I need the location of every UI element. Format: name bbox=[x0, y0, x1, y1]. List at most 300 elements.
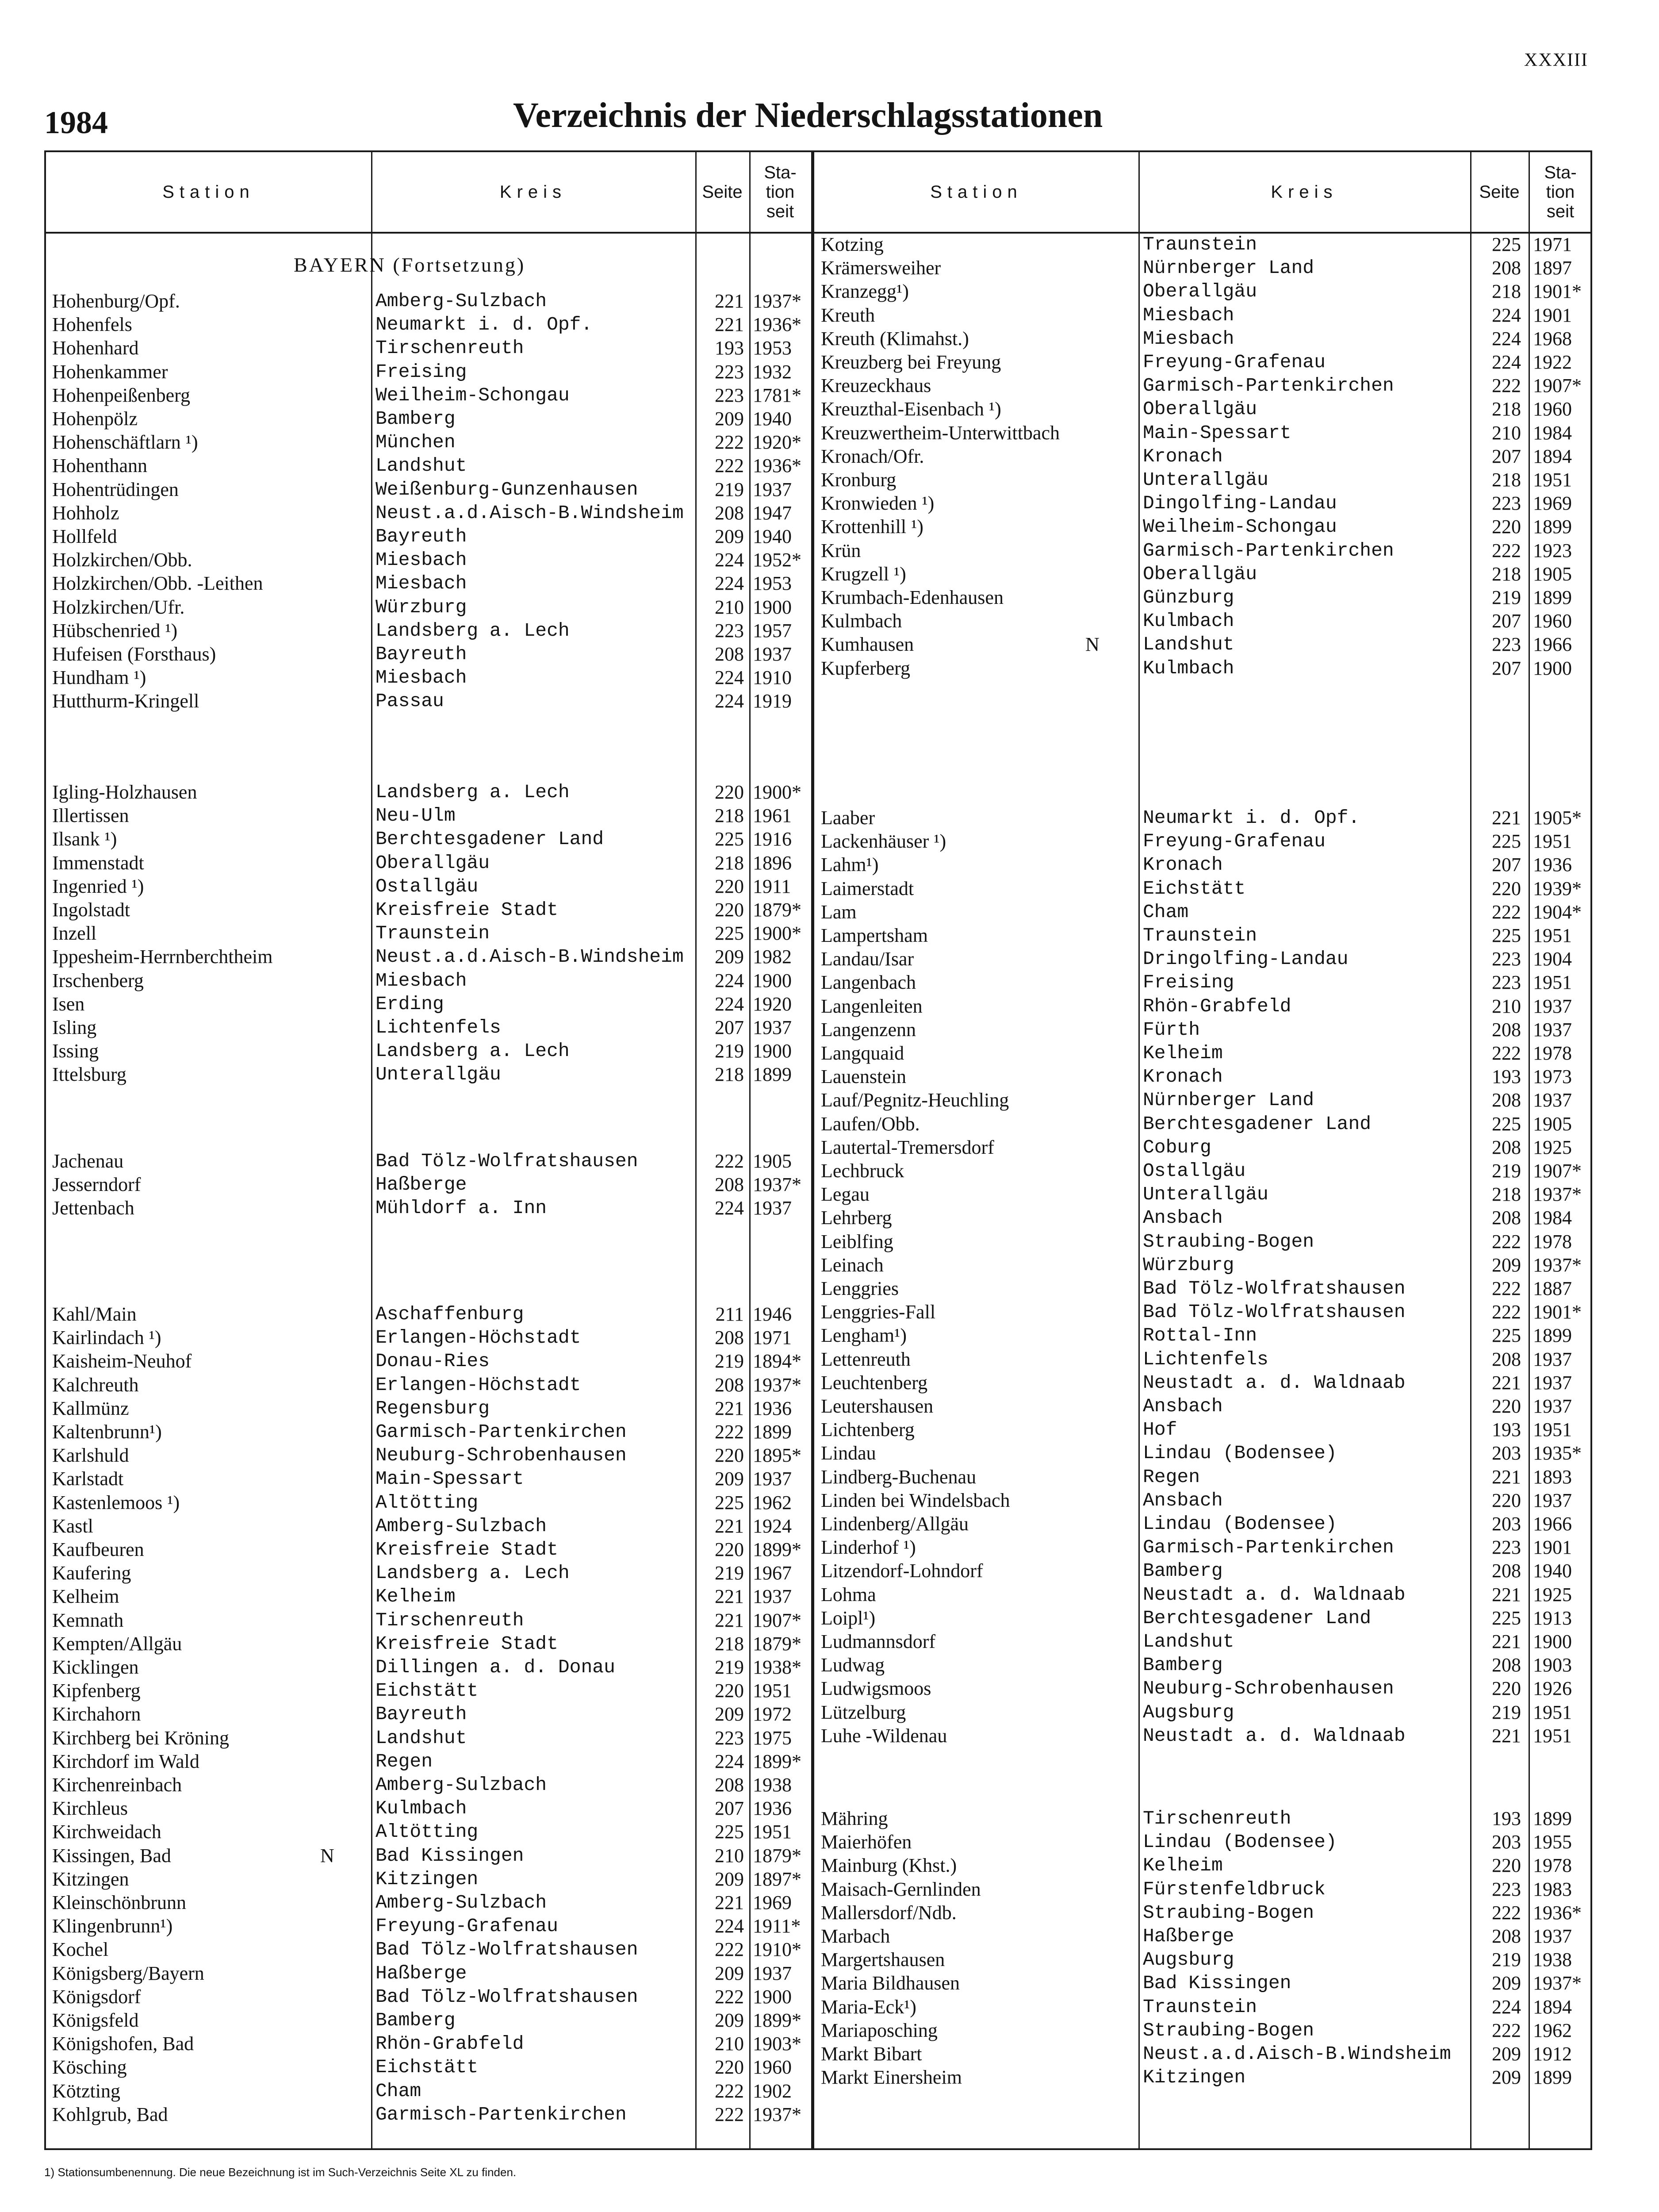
since-year: 1903 bbox=[1533, 1654, 1572, 1676]
seite-value: 219 bbox=[715, 1656, 744, 1678]
kreis-name: Fürth bbox=[1143, 1018, 1200, 1041]
kreis-name: Rhön-Grabfeld bbox=[1143, 995, 1291, 1017]
since-year: 1905 bbox=[1533, 563, 1572, 585]
seite-value: 219 bbox=[715, 1350, 744, 1372]
station-name: Kaufbeuren bbox=[52, 1539, 144, 1560]
table-row bbox=[46, 1441, 1590, 1465]
kreis-name: Unterallgäu bbox=[375, 1064, 501, 1086]
kreis-name: Landsberg a. Lech bbox=[375, 1040, 570, 1062]
station-name: Kochel bbox=[52, 1939, 109, 1961]
kreis-name: Miesbach bbox=[375, 572, 467, 595]
since-year: 1879* bbox=[753, 1632, 801, 1655]
since-year: 1982 bbox=[753, 946, 792, 968]
seite-value: 209 bbox=[715, 1868, 744, 1890]
seite-value: 219 bbox=[1492, 587, 1521, 608]
table-row bbox=[46, 853, 1590, 876]
station-name: Lützelburg bbox=[821, 1701, 906, 1723]
since-year: 1899 bbox=[753, 1421, 792, 1443]
seite-value: 221 bbox=[1492, 1371, 1521, 1394]
kreis-name: Würzburg bbox=[1143, 1254, 1234, 1276]
since-year: 1879* bbox=[753, 899, 801, 921]
since-year: 1937* bbox=[1533, 1254, 1582, 1276]
table-row bbox=[46, 1701, 1590, 1724]
station-name: Kronach/Ofr. bbox=[821, 445, 924, 467]
since-year: 1919 bbox=[753, 690, 792, 712]
seite-value: 222 bbox=[715, 1150, 744, 1172]
station-name: Kösching bbox=[52, 2056, 127, 2078]
kreis-name: Oberallgäu bbox=[1143, 280, 1257, 303]
station-name: Irschenberg bbox=[52, 969, 144, 991]
station-name: Kulmbach bbox=[821, 610, 902, 632]
table-row bbox=[46, 1418, 1590, 1441]
since-year: 1960 bbox=[1533, 610, 1572, 632]
station-name: Hohenpölz bbox=[52, 408, 138, 430]
kreis-name: Neumarkt i. d. Opf. bbox=[375, 314, 593, 336]
kreis-name: Traunstein bbox=[1143, 1996, 1257, 2018]
station-name: Lenggries bbox=[821, 1278, 899, 1299]
since-year: 1966 bbox=[1533, 634, 1572, 656]
since-year: 1899 bbox=[1533, 2066, 1572, 2089]
station-name: Holzkirchen/Obb. -Leithen bbox=[52, 572, 263, 595]
station-name: Hufeisen (Forsthaus) bbox=[52, 643, 216, 665]
kreis-name: Neustadt a. d. Waldnaab bbox=[1143, 1724, 1406, 1747]
table-row bbox=[46, 397, 1590, 421]
kreis-name: Straubing-Bogen bbox=[1143, 1901, 1314, 1924]
since-year: 1951 bbox=[753, 1821, 792, 1843]
kreis-name: Kronach bbox=[1143, 854, 1223, 876]
seite-value: 222 bbox=[715, 2080, 744, 2102]
kreis-name: Amberg-Sulzbach bbox=[375, 1774, 547, 1796]
station-name: Laufen/Obb. bbox=[821, 1113, 920, 1135]
since-year: 1960 bbox=[753, 2056, 792, 2078]
seite-value: 225 bbox=[1492, 1607, 1521, 1629]
seite-value: 210 bbox=[1492, 995, 1521, 1017]
table-row bbox=[46, 900, 1590, 924]
kreis-name: Amberg-Sulzbach bbox=[375, 1892, 547, 1913]
since-year: 1939* bbox=[1533, 877, 1582, 899]
seite-value: 220 bbox=[1492, 1855, 1521, 1877]
since-year: 1900 bbox=[753, 1040, 792, 1062]
table-row bbox=[46, 1924, 1590, 1948]
kreis-name: Nürnberger Land bbox=[1143, 1089, 1314, 1111]
seite-value: 208 bbox=[1492, 257, 1521, 279]
table-row bbox=[46, 633, 1590, 656]
since-year: 1901 bbox=[1533, 1536, 1572, 1559]
station-name: Kaisheim-Neuhof bbox=[52, 1350, 192, 1372]
seite-value: 225 bbox=[715, 1491, 744, 1513]
header-seit-right: Sta- tion seit bbox=[1544, 163, 1577, 221]
since-year: 1940 bbox=[1533, 1560, 1572, 1582]
kreis-name: Kitzingen bbox=[375, 1868, 479, 1890]
kreis-name: Coburg bbox=[1143, 1136, 1211, 1158]
kreis-name: Eichstätt bbox=[1143, 877, 1246, 899]
station-name: Kreuth bbox=[821, 304, 875, 326]
seite-value: 209 bbox=[715, 1468, 744, 1490]
since-year: 1937 bbox=[753, 1197, 792, 1219]
kreis-name: Bamberg bbox=[1143, 1560, 1223, 1582]
since-year: 1937 bbox=[1533, 995, 1572, 1017]
kreis-name: Miesbach bbox=[1143, 304, 1234, 326]
station-name: Langenbach bbox=[821, 972, 916, 994]
seite-value: 222 bbox=[1492, 1230, 1521, 1252]
station-name: Kirchahorn bbox=[52, 1703, 141, 1725]
since-year: 1911* bbox=[753, 1915, 801, 1937]
seite-value: 218 bbox=[1492, 563, 1521, 585]
kreis-name: Lindau (Bodensee) bbox=[1143, 1831, 1337, 1853]
station-name: Hundham ¹) bbox=[52, 667, 146, 689]
kreis-name: Lichtenfels bbox=[375, 1017, 501, 1038]
table-row bbox=[46, 1830, 1590, 1854]
station-name: Kastenlemoos ¹) bbox=[52, 1491, 180, 1513]
station-name: Klingenbrunn¹) bbox=[52, 1915, 173, 1937]
since-year: 1900 bbox=[753, 1985, 792, 2008]
header-seite-right: Seite bbox=[1479, 182, 1520, 202]
kreis-name: Haßberge bbox=[375, 1174, 467, 1196]
seite-value: 208 bbox=[1492, 1560, 1521, 1582]
seite-value: 223 bbox=[1492, 948, 1521, 970]
station-name: Ittelsburg bbox=[52, 1064, 126, 1086]
seite-value: 207 bbox=[1492, 657, 1521, 679]
table-row bbox=[46, 947, 1590, 971]
since-year: 1935* bbox=[1533, 1442, 1582, 1464]
seite-value: 207 bbox=[1492, 610, 1521, 632]
since-year: 1937 bbox=[753, 643, 792, 665]
table-row bbox=[46, 1854, 1590, 1877]
station-name: Kohlgrub, Bad bbox=[52, 2103, 168, 2125]
station-name: Leuchtenberg bbox=[821, 1371, 928, 1394]
kreis-name: Ostallgäu bbox=[1143, 1160, 1246, 1182]
seite-value: 225 bbox=[1492, 1325, 1521, 1347]
kreis-name: Cham bbox=[1143, 901, 1189, 923]
kreis-name: Augsburg bbox=[1143, 1701, 1234, 1723]
table-row bbox=[46, 1901, 1590, 1924]
station-name: Leutershausen bbox=[821, 1395, 934, 1417]
station-name: Kupferberg bbox=[821, 657, 910, 679]
since-year: 1940 bbox=[753, 408, 792, 430]
since-year: 1953 bbox=[753, 572, 792, 595]
seite-value: 220 bbox=[715, 2056, 744, 2078]
kreis-name: Miesbach bbox=[1143, 327, 1234, 349]
seite-value: 222 bbox=[1492, 901, 1521, 923]
kreis-name: Berchtesgadener Land bbox=[1143, 1607, 1372, 1629]
station-name: Maisach-Gernlinden bbox=[821, 1878, 981, 1900]
station-name: Luhe -Wildenau bbox=[821, 1724, 947, 1747]
kreis-name: Neuburg-Schrobenhausen bbox=[375, 1444, 627, 1467]
seite-value: 222 bbox=[1492, 2019, 1521, 2041]
since-year: 1984 bbox=[1533, 422, 1572, 444]
station-name: Lindau bbox=[821, 1442, 876, 1464]
kreis-name: Bayreuth bbox=[375, 1703, 467, 1725]
seite-value: 220 bbox=[1492, 516, 1521, 538]
station-name: Kronburg bbox=[821, 469, 897, 491]
since-year: 1905 bbox=[753, 1150, 792, 1172]
seite-value: 208 bbox=[1492, 1207, 1521, 1229]
station-name: Ippesheim-Herrnberchtheim bbox=[52, 946, 273, 968]
station-name: Kreuzberg bei Freyung bbox=[821, 351, 1001, 373]
station-name: Hohenburg/Opf. bbox=[52, 290, 180, 312]
since-year: 1937* bbox=[1533, 1183, 1582, 1206]
seite-value: 222 bbox=[715, 2103, 744, 2125]
seite-value: 222 bbox=[1492, 1901, 1521, 1924]
since-year: 1904 bbox=[1533, 948, 1572, 970]
since-year: 1947 bbox=[753, 502, 792, 524]
seite-value: 203 bbox=[1492, 1513, 1521, 1535]
kreis-name: Amberg-Sulzbach bbox=[375, 1515, 547, 1537]
station-name: Kumhausen bbox=[821, 634, 914, 656]
seite-value: 208 bbox=[715, 1374, 744, 1396]
seite-value: 223 bbox=[1492, 492, 1521, 515]
kreis-name: Weilheim-Schongau bbox=[1143, 516, 1337, 538]
seite-value: 225 bbox=[1492, 1113, 1521, 1135]
seite-value: 209 bbox=[715, 526, 744, 547]
kreis-name: Würzburg bbox=[375, 596, 467, 618]
station-name: Hohenkammer bbox=[52, 361, 168, 383]
kreis-name: Landshut bbox=[375, 455, 467, 477]
since-year: 1924 bbox=[753, 1515, 792, 1537]
seite-value: 193 bbox=[715, 337, 744, 359]
kreis-name: Augsburg bbox=[1143, 1949, 1234, 1971]
kreis-name: Straubing-Bogen bbox=[1143, 1230, 1314, 1252]
station-name: Hutthurm-Kringell bbox=[52, 690, 199, 712]
since-year: 1899 bbox=[1533, 587, 1572, 608]
station-name: Hohentrüdingen bbox=[52, 478, 179, 500]
kreis-name: Weilheim-Schongau bbox=[375, 384, 570, 406]
station-name: Kirchleus bbox=[52, 1797, 128, 1820]
station-name: Lichtenberg bbox=[821, 1419, 915, 1441]
since-year: 1936* bbox=[753, 455, 801, 477]
kreis-name: Regen bbox=[375, 1750, 433, 1772]
seite-value: 225 bbox=[1492, 925, 1521, 946]
kreis-name: Kreisfreie Stadt bbox=[375, 1632, 558, 1655]
table-row bbox=[46, 1512, 1590, 1536]
seite-value: 224 bbox=[1492, 304, 1521, 326]
since-year: 1923 bbox=[1533, 539, 1572, 561]
kreis-name: Unterallgäu bbox=[1143, 469, 1268, 491]
seite-value: 224 bbox=[715, 667, 744, 689]
since-year: 1899* bbox=[753, 2009, 801, 2031]
kreis-name: Haßberge bbox=[1143, 1925, 1234, 1947]
table-row bbox=[46, 1750, 1590, 1773]
seite-value: 225 bbox=[1492, 830, 1521, 853]
kreis-name: Garmisch-Partenkirchen bbox=[1143, 1536, 1394, 1559]
table-row bbox=[46, 1206, 1590, 1229]
table-row bbox=[46, 924, 1590, 947]
kreis-name: Landshut bbox=[375, 1727, 467, 1749]
since-year: 1901* bbox=[1533, 280, 1582, 303]
table-row bbox=[46, 1878, 1590, 1901]
since-year: 1973 bbox=[1533, 1066, 1572, 1088]
kreis-name: Donau-Ries bbox=[375, 1350, 490, 1372]
station-name: Jachenau bbox=[52, 1150, 124, 1172]
since-year: 1899 bbox=[1533, 516, 1572, 538]
station-name: Hohenpeißenberg bbox=[52, 384, 190, 406]
since-year: 1901* bbox=[1533, 1301, 1582, 1323]
since-year: 1900 bbox=[1533, 657, 1572, 679]
station-name: Kelheim bbox=[52, 1586, 119, 1608]
kreis-name: Aschaffenburg bbox=[375, 1303, 524, 1325]
station-name: Kreuth (Klimahst.) bbox=[821, 327, 969, 349]
seite-value: 224 bbox=[715, 1915, 744, 1937]
kreis-name: Bad Tölz-Wolfratshausen bbox=[375, 1985, 638, 2008]
kreis-name: Landsberg a. Lech bbox=[375, 781, 570, 803]
station-name: Litzendorf-Lohndorf bbox=[821, 1560, 983, 1582]
since-year: 1893 bbox=[1533, 1466, 1572, 1488]
kreis-name: Kreisfreie Stadt bbox=[375, 1539, 558, 1560]
since-year: 1960 bbox=[1533, 398, 1572, 420]
seite-value: 222 bbox=[715, 1939, 744, 1961]
station-name: Linderhof ¹) bbox=[821, 1536, 916, 1559]
table-row bbox=[46, 995, 1590, 1018]
kreis-name: Traunstein bbox=[1143, 925, 1257, 946]
table-row bbox=[46, 1253, 1590, 1277]
since-year: 1938* bbox=[753, 1656, 801, 1678]
kreis-name: Bad Kissingen bbox=[1143, 1972, 1291, 1994]
since-year: 1967 bbox=[753, 1562, 792, 1584]
station-name: Holzkirchen/Ufr. bbox=[52, 596, 185, 618]
since-year: 1937 bbox=[753, 478, 792, 500]
station-name: Maierhöfen bbox=[821, 1831, 912, 1853]
station-name: Hohenthann bbox=[52, 455, 148, 477]
kreis-name: Rhön-Grabfeld bbox=[375, 2033, 524, 2055]
station-name: Ingolstadt bbox=[52, 899, 130, 921]
table-row bbox=[46, 1324, 1590, 1347]
since-year: 1938 bbox=[753, 1774, 792, 1796]
seite-value: 224 bbox=[715, 1750, 744, 1772]
seite-value: 218 bbox=[715, 1632, 744, 1655]
since-year: 1937 bbox=[1533, 1395, 1572, 1417]
station-name: Ingenried ¹) bbox=[52, 875, 144, 897]
station-name: Lauf/Pegnitz-Heuchling bbox=[821, 1089, 1009, 1111]
seite-value: 207 bbox=[715, 1017, 744, 1038]
kreis-name: Bad Tölz-Wolfratshausen bbox=[375, 1939, 638, 1961]
kreis-name: Erlangen-Höchstadt bbox=[375, 1327, 581, 1349]
seite-value: 209 bbox=[1492, 2043, 1521, 2065]
seite-value: 207 bbox=[1492, 445, 1521, 467]
since-year: 1900* bbox=[753, 781, 801, 803]
since-year: 1952* bbox=[753, 549, 801, 571]
station-name: Kötzting bbox=[52, 2080, 120, 2102]
table-row bbox=[46, 1065, 1590, 1088]
kreis-name: Lindau (Bodensee) bbox=[1143, 1513, 1337, 1535]
table-row bbox=[46, 1018, 1590, 1041]
since-year: 1937* bbox=[1533, 1972, 1582, 1994]
station-name: Maria Bildhausen bbox=[821, 1972, 960, 1994]
table-row bbox=[46, 1807, 1590, 1830]
seite-value: 218 bbox=[1492, 398, 1521, 420]
table-row bbox=[46, 1136, 1590, 1159]
kreis-name: Kelheim bbox=[375, 1586, 456, 1608]
seite-value: 224 bbox=[1492, 1996, 1521, 2018]
kreis-name: Neust.a.d.Aisch-B.Windsheim bbox=[375, 502, 684, 524]
table-row bbox=[46, 1277, 1590, 1300]
since-year: 1962 bbox=[753, 1491, 792, 1513]
kreis-name: Garmisch-Partenkirchen bbox=[1143, 539, 1394, 561]
station-name: Kastl bbox=[52, 1515, 93, 1537]
since-year: 1937 bbox=[753, 1468, 792, 1490]
kreis-name: Bad Tölz-Wolfratshausen bbox=[1143, 1278, 1406, 1299]
seite-value: 222 bbox=[715, 455, 744, 477]
since-year: 1907* bbox=[753, 1609, 801, 1631]
seite-value: 208 bbox=[1492, 1018, 1521, 1041]
seite-value: 224 bbox=[715, 572, 744, 595]
kreis-name: Kreisfreie Stadt bbox=[375, 899, 558, 921]
table-row bbox=[46, 1112, 1590, 1136]
seite-value: 193 bbox=[1492, 1066, 1521, 1088]
table-row bbox=[46, 689, 1590, 713]
table-row bbox=[46, 806, 1590, 830]
station-name: Leiblfing bbox=[821, 1230, 893, 1252]
seite-value: 210 bbox=[1492, 422, 1521, 444]
seite-value: 222 bbox=[1492, 1301, 1521, 1323]
seite-value: 224 bbox=[1492, 327, 1521, 349]
seite-value: 207 bbox=[1492, 854, 1521, 876]
kreis-name: Haßberge bbox=[375, 1962, 467, 1984]
header-kreis-left: Kreis bbox=[499, 182, 567, 202]
table-row bbox=[46, 256, 1590, 280]
station-name: Margertshausen bbox=[821, 1949, 945, 1971]
table-row bbox=[46, 1583, 1590, 1606]
kreis-name: Tirschenreuth bbox=[375, 337, 524, 359]
station-name: Kaufering bbox=[52, 1562, 131, 1584]
kreis-name: Berchtesgadener Land bbox=[1143, 1113, 1372, 1135]
since-year: 1978 bbox=[1533, 1855, 1572, 1877]
station-name: Holzkirchen/Obb. bbox=[52, 549, 192, 571]
kreis-name: Neustadt a. d. Waldnaab bbox=[1143, 1371, 1406, 1394]
since-year: 1937* bbox=[753, 1174, 801, 1196]
station-name: Ludmannsdorf bbox=[821, 1631, 936, 1652]
seite-value: 220 bbox=[715, 1444, 744, 1467]
kreis-name: Main-Spessart bbox=[1143, 422, 1291, 444]
station-name: Lettenreuth bbox=[821, 1348, 911, 1370]
seite-value: 220 bbox=[1492, 1489, 1521, 1511]
table-row bbox=[46, 1724, 1590, 1747]
seite-value: 209 bbox=[1492, 1972, 1521, 1994]
since-year: 1916 bbox=[753, 828, 792, 850]
table-row bbox=[46, 1948, 1590, 1971]
kreis-name: Erding bbox=[375, 993, 444, 1015]
station-name: Karlstadt bbox=[52, 1468, 124, 1490]
since-year: 1966 bbox=[1533, 1513, 1572, 1535]
kreis-name: Kronach bbox=[1143, 445, 1223, 467]
station-name: Lackenhäuser ¹) bbox=[821, 830, 946, 853]
since-year: 1972 bbox=[753, 1703, 792, 1725]
since-year: 1969 bbox=[1533, 492, 1572, 515]
station-name: Langquaid bbox=[821, 1042, 904, 1064]
since-year: 1937 bbox=[1533, 1371, 1572, 1394]
kreis-name: Bad Tölz-Wolfratshausen bbox=[1143, 1301, 1406, 1323]
kreis-name: Neu-Ulm bbox=[375, 805, 456, 827]
station-name: Leinach bbox=[821, 1254, 884, 1276]
seite-value: 193 bbox=[1492, 1419, 1521, 1441]
station-name: Lam bbox=[821, 901, 857, 923]
since-year: 1894* bbox=[753, 1350, 801, 1372]
seite-value: 221 bbox=[1492, 1466, 1521, 1488]
since-year: 1938 bbox=[1533, 1949, 1572, 1971]
table-row bbox=[46, 657, 1590, 680]
kreis-name: Landsberg a. Lech bbox=[375, 619, 570, 641]
station-name: Laimerstadt bbox=[821, 877, 914, 899]
table-row bbox=[46, 1465, 1590, 1489]
since-year: 1961 bbox=[753, 805, 792, 827]
seite-value: 222 bbox=[1492, 1278, 1521, 1299]
kreis-name: Freyung-Grafenau bbox=[1143, 351, 1326, 373]
since-year: 1911 bbox=[753, 875, 791, 897]
table-row bbox=[46, 1230, 1590, 1253]
kreis-name: Kelheim bbox=[1143, 1042, 1223, 1064]
station-name: Lautertal-Tremersdorf bbox=[821, 1136, 994, 1158]
seite-value: 221 bbox=[715, 1515, 744, 1537]
kreis-name: Bad Tölz-Wolfratshausen bbox=[375, 1150, 638, 1172]
